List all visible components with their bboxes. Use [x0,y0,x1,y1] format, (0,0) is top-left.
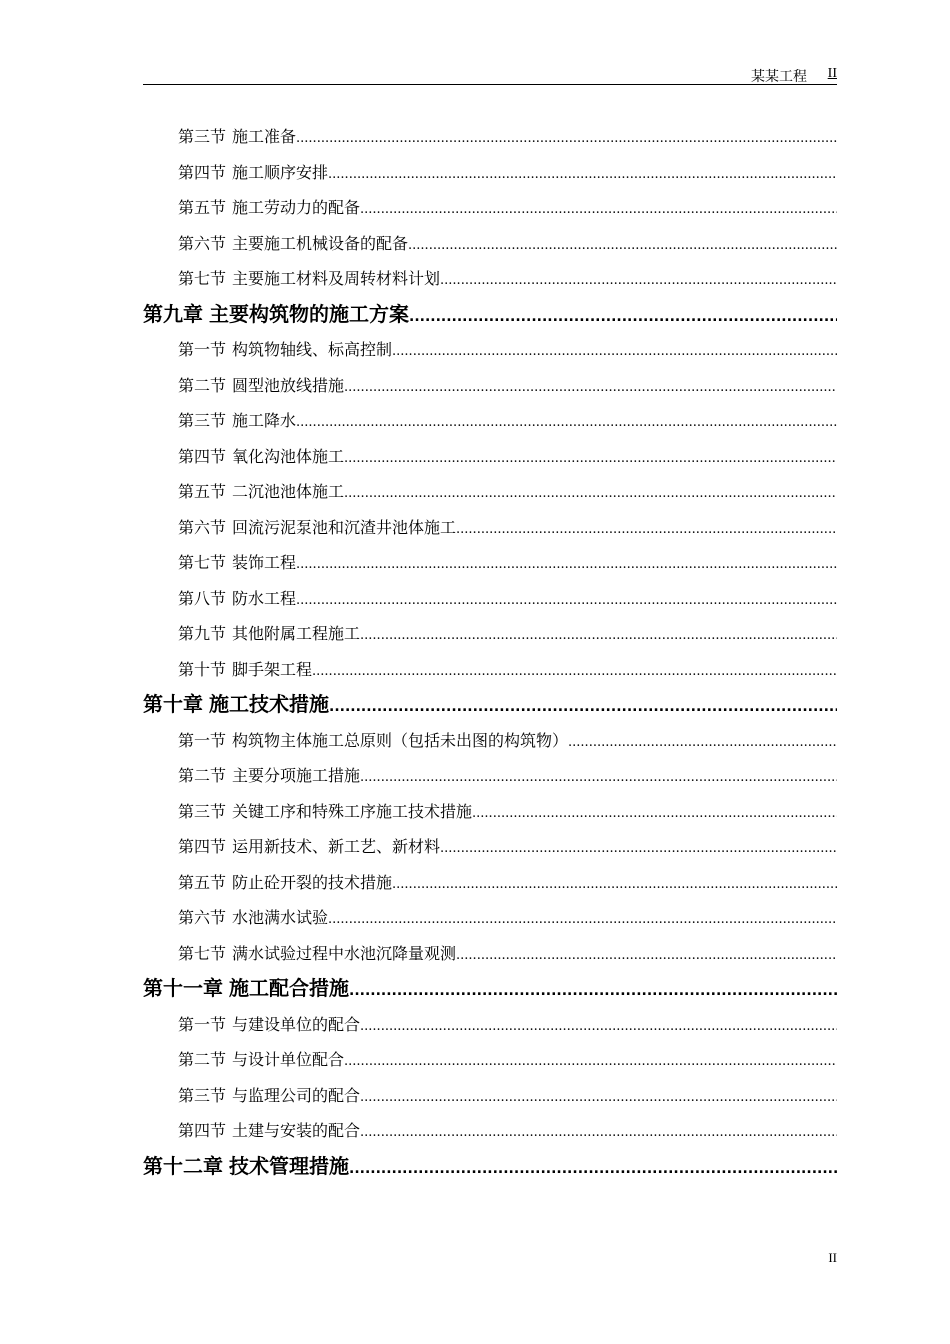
toc-entry-number: 第四节 [178,162,227,182]
toc-entry-title: 施工顺序安排 [232,162,329,182]
toc-dot-leader [568,723,837,759]
toc-dot-leader [312,652,837,688]
toc-entry-number: 第二节 [178,1050,227,1069]
toc-entry-number: 第十章 [143,692,203,716]
toc-dot-leader [472,794,837,830]
toc-entry-number: 第三节 [178,127,227,146]
toc-section-entry[interactable] [143,758,837,794]
toc-section-entry[interactable] [143,226,837,262]
toc-section-entry[interactable] [143,581,837,617]
toc-dot-leader [344,474,837,510]
toc-section-entry[interactable] [143,368,837,404]
toc-section-entry[interactable] [143,900,837,936]
toc-entry-title: 主要分项施工措施 [232,766,361,785]
page-header [143,62,837,85]
toc-entry-number: 第二节 [178,766,227,785]
toc-entry-title: 主要构筑物的施工方案 [209,301,409,326]
toc-entry-number: 第十节 [178,659,227,679]
toc-section-entry[interactable] [143,616,837,652]
toc-dot-leader [409,297,837,333]
toc-dot-leader [349,1149,837,1185]
toc-entry-number: 第一节 [178,340,227,359]
toc-entry-title: 圆型池放线措施 [232,375,345,395]
toc-dot-leader [360,190,837,226]
toc-entry-title: 施工降水 [232,411,297,430]
toc-entry-title: 其他附属工程施工 [232,624,361,643]
toc-entry-number: 第四节 [178,837,227,856]
toc-entry-number: 第五节 [178,482,227,501]
header-page-number: II [827,66,837,81]
toc-entry-title: 关键工序和特殊工序施工技术措施 [232,801,473,821]
toc-dot-leader [360,616,837,652]
table-of-contents [143,119,837,1184]
toc-entry-title: 与监理公司的配合 [232,1085,361,1105]
toc-section-entry[interactable] [143,1007,837,1043]
toc-entry-title: 防水工程 [232,588,297,608]
toc-entry-title: 与建设单位的配合 [232,1014,361,1034]
toc-section-entry[interactable] [143,510,837,546]
toc-dot-leader [344,368,837,404]
toc-dot-leader [360,1007,837,1043]
toc-section-entry[interactable] [143,119,837,155]
toc-dot-leader [296,545,837,581]
toc-dot-leader [440,261,837,297]
toc-entry-number: 第三节 [178,1085,227,1105]
toc-entry-number: 第四节 [178,1121,227,1140]
toc-entry-number: 第十二章 [143,1153,223,1178]
toc-section-entry[interactable] [143,403,837,439]
footer-page-number: II [828,1250,837,1265]
toc-chapter-entry[interactable] [143,1149,837,1185]
toc-dot-leader [392,332,837,368]
toc-chapter-entry[interactable] [143,971,837,1007]
toc-section-entry[interactable] [143,829,837,865]
header-title: 某某工程 [751,69,807,85]
toc-section-entry[interactable] [143,261,837,297]
toc-entry-number: 第七节 [178,269,227,288]
toc-dot-leader [360,758,837,794]
toc-entry-title: 运用新技术、新工艺、新材料 [232,837,441,856]
toc-dot-leader [329,687,837,723]
toc-entry-number: 第三节 [178,801,227,821]
toc-chapter-entry[interactable] [143,297,837,333]
toc-dot-leader [328,900,837,936]
toc-entry-title: 与设计单位配合 [232,1050,345,1069]
toc-entry-title: 脚手架工程 [232,659,313,679]
toc-entry-title: 装饰工程 [232,553,297,572]
toc-entry-number: 第七节 [178,943,227,963]
toc-entry-number: 第六节 [178,233,227,253]
toc-entry-number: 第六节 [178,908,227,927]
toc-entry-number: 第一节 [178,1014,227,1034]
toc-dot-leader [296,403,837,439]
toc-entry-number: 第十一章 [143,976,223,1000]
toc-entry-title: 构筑物轴线、标高控制 [232,340,393,359]
toc-dot-leader [296,581,837,617]
toc-entry-title: 构筑物主体施工总原则（包括未出图的构筑物） [232,730,569,750]
toc-entry-title: 水池满水试验 [232,908,329,927]
toc-entry-title: 满水试验过程中水池沉降量观测 [232,943,457,963]
toc-entry-number: 第二节 [178,375,227,395]
toc-entry-number: 第五节 [178,872,227,892]
toc-dot-leader [344,439,837,475]
toc-section-entry[interactable] [143,794,837,830]
toc-dot-leader [408,226,837,262]
toc-entry-title: 防止砼开裂的技术措施 [232,872,393,892]
toc-entry-number: 第三节 [178,411,227,430]
toc-entry-title: 主要施工材料及周转材料计划 [232,269,441,288]
toc-entry-number: 第四节 [178,446,227,466]
toc-entry-title: 二沉池池体施工 [232,482,345,501]
toc-entry-title: 施工劳动力的配备 [232,198,361,217]
toc-dot-leader [328,155,837,191]
toc-dot-leader [296,119,837,155]
toc-dot-leader [440,829,837,865]
toc-section-entry[interactable] [143,1042,837,1078]
toc-entry-title: 氧化沟池体施工 [232,446,345,466]
toc-section-entry[interactable] [143,155,837,191]
toc-dot-leader [360,1078,837,1114]
toc-section-entry[interactable] [143,332,837,368]
toc-dot-leader [392,865,837,901]
toc-section-entry[interactable] [143,652,837,688]
toc-section-entry[interactable] [143,1113,837,1149]
toc-entry-title: 施工准备 [232,127,297,146]
toc-entry-title: 土建与安装的配合 [232,1121,361,1140]
toc-entry-title: 主要施工机械设备的配备 [232,233,409,253]
toc-dot-leader [344,1042,837,1078]
toc-entry-number: 第一节 [178,730,227,750]
toc-entry-number: 第九节 [178,624,227,643]
toc-entry-title: 回流污泥泵池和沉渣井池体施工 [232,517,457,537]
toc-dot-leader [349,971,837,1007]
toc-section-entry[interactable] [143,865,837,901]
toc-section-entry[interactable] [143,936,837,972]
toc-section-entry[interactable] [143,1078,837,1114]
toc-dot-leader [360,1113,837,1149]
toc-section-entry[interactable] [143,723,837,759]
toc-entry-title: 技术管理措施 [229,1153,349,1178]
toc-entry-number: 第九章 [143,301,203,326]
toc-entry-number: 第八节 [178,588,227,608]
toc-section-entry[interactable] [143,439,837,475]
toc-dot-leader [456,510,837,546]
toc-dot-leader [456,936,837,972]
toc-section-entry[interactable] [143,474,837,510]
toc-entry-title: 施工技术措施 [209,692,329,716]
toc-entry-number: 第七节 [178,553,227,572]
toc-section-entry[interactable] [143,190,837,226]
toc-section-entry[interactable] [143,545,837,581]
toc-entry-number: 第六节 [178,517,227,537]
toc-chapter-entry[interactable] [143,687,837,723]
toc-entry-number: 第五节 [178,198,227,217]
toc-entry-title: 施工配合措施 [229,976,349,1000]
